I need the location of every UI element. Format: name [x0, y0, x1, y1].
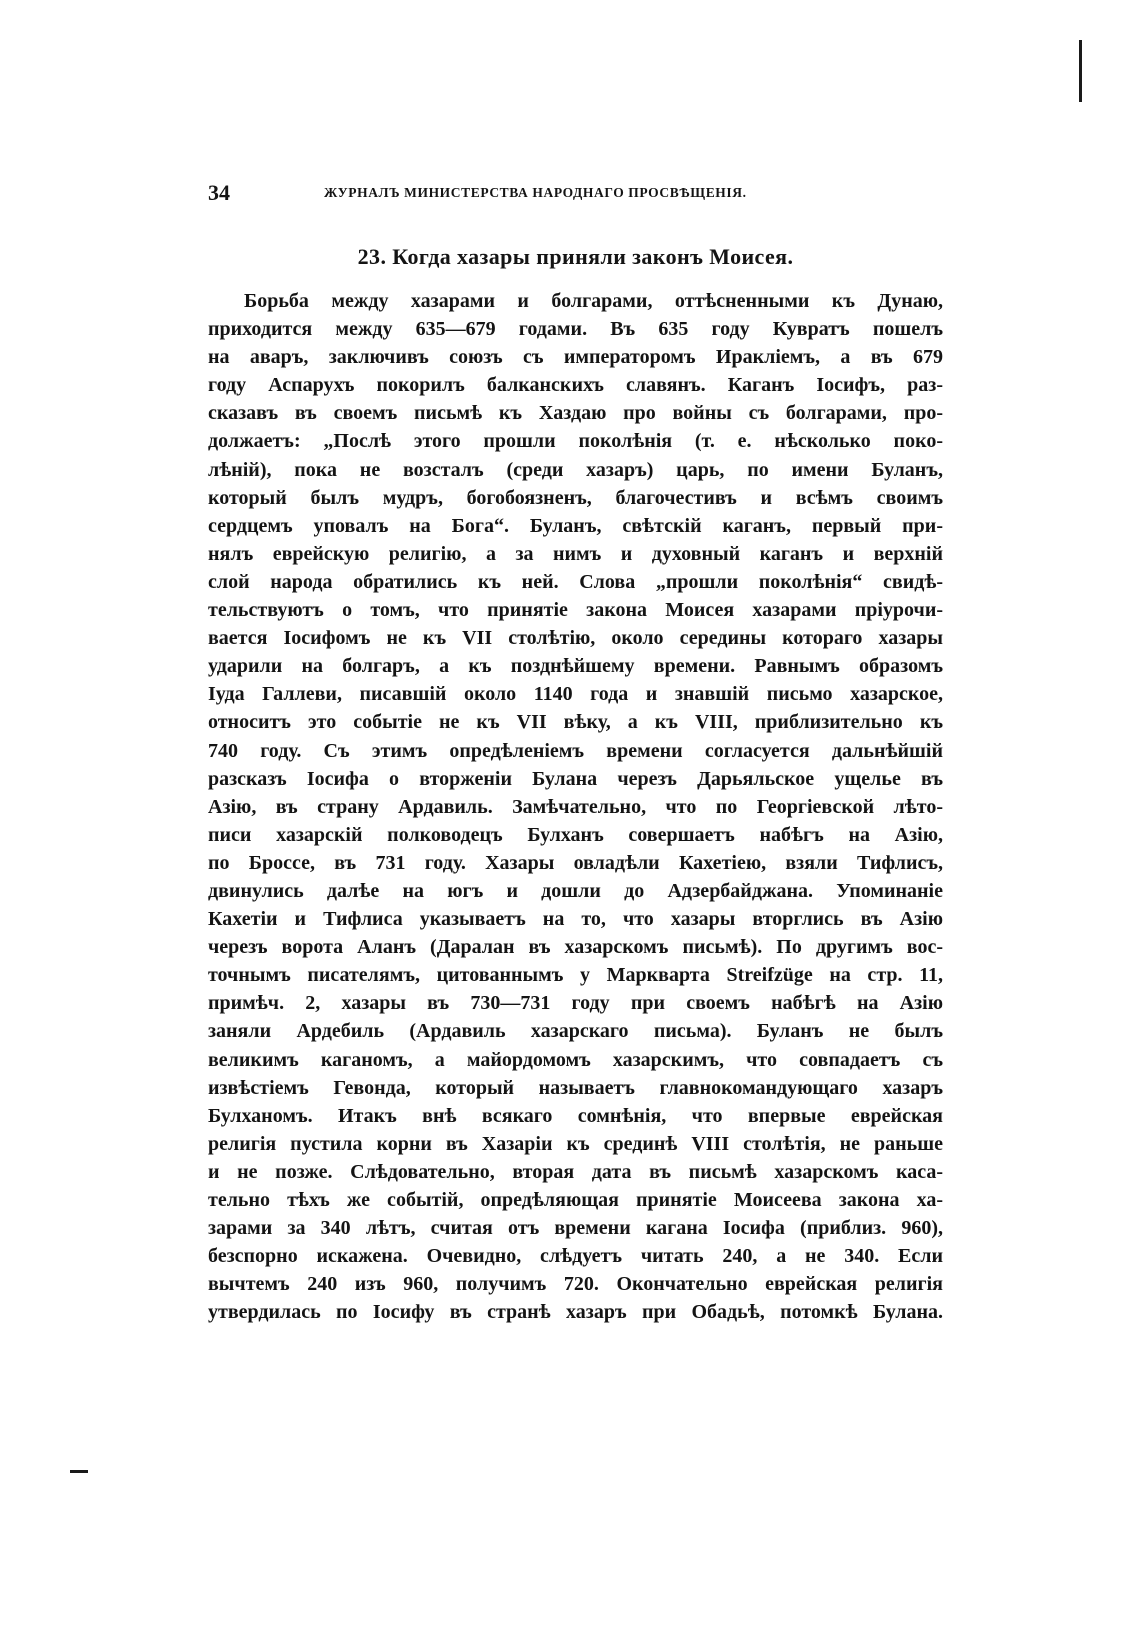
text-line: безспорно искажена. Очевидно, слѣдуетъ читать 240, а не 340. Если: [208, 1245, 943, 1268]
text-line: утвердилась по Іосифу въ странѣ хазаръ при Обадьѣ, потомкѣ Булана.: [208, 1301, 943, 1324]
text-line: извѣстіемъ Гевонда, который называетъ главнокомандующаго хазаръ: [208, 1076, 943, 1099]
text-line: Булханомъ. Итакъ внѣ всякаго сомнѣнія, что впервые еврейская: [208, 1104, 943, 1127]
text-line: черезъ ворота Аланъ (Даралан въ хазарскомъ письмѣ). По другимъ вос-: [208, 936, 943, 959]
scan-margin-mark: [70, 1470, 88, 1473]
text-line: лѣній), пока не возсталъ (среди хазаръ) царь, по имени Буланъ,: [208, 458, 943, 481]
page-number: 34: [208, 180, 230, 205]
text-line: Борьба между хазарами и болгарами, оттѣсненными къ Дунаю,: [244, 290, 943, 312]
text-line: слой народа обратились къ ней. Слова „прошли поколѣнія“ свидѣ-: [208, 570, 943, 593]
text-line: приходится между 635—679 годами. Въ 635 году Кувратъ пошелъ: [208, 318, 943, 341]
text-line: относитъ это событіе не къ VII вѣку, а къ VIII, приблизительно къ: [208, 711, 943, 734]
text-line: 740 году. Съ этимъ опредѣленіемъ времени согласуется дальнѣйшій: [208, 739, 943, 762]
text-line: вается Іосифомъ не къ VII столѣтію, около середины котораго хазары: [208, 627, 943, 650]
text-line: Іуда Галлеви, писавшій около 1140 года и знавшій письмо хазарское,: [208, 683, 943, 706]
text-line: и не позже. Слѣдовательно, вторая дата въ письмѣ хазарскомъ каса-: [208, 1160, 943, 1183]
journal-title: ЖУРНАЛЪ МИНИСТЕРСТВА НАРОДНАГО ПРОСВѢЩЕНІЯ.: [324, 185, 747, 200]
text-line: разсказъ Іосифа о вторженіи Булана черезъ Дарьяльское ущелье въ: [208, 767, 943, 790]
text-line: писи хазарскій полководецъ Булханъ совершаетъ набѣгъ на Азію,: [208, 823, 943, 846]
text-line: великимъ каганомъ, а майордомомъ хазарскимъ, что совпадаетъ съ: [208, 1048, 943, 1071]
text-line: сердцемъ уповалъ на Бога“. Буланъ, свѣтскій каганъ, первый при-: [208, 514, 943, 537]
text-line: который былъ мудръ, богобоязненъ, благочестивъ и всѣмъ своимъ: [208, 486, 943, 509]
text-line: нялъ еврейскую религію, а за нимъ и духовный каганъ и верхній: [208, 542, 943, 565]
text-line: тельно тѣхъ же событій, опредѣляющая принятіе Моисеева закона ха-: [208, 1189, 943, 1211]
text-line: вычтемъ 240 изъ 960, получимъ 720. Окончательно еврейская религія: [208, 1273, 943, 1296]
text-line: году Аспарухъ покорилъ балканскихъ славянъ. Каганъ Іосифъ, раз-: [208, 374, 943, 397]
text-line: зарами за 340 лѣтъ, считая отъ времени кагана Іосифа (приблиз. 960),: [208, 1217, 943, 1240]
text-line: двинулись далѣе на югъ и дошли до Адзербайджана. Упоминаніе: [208, 879, 943, 902]
section-title: 23. Когда хазары приняли законъ Моисея.: [357, 244, 794, 269]
text-line: заняли Ардебиль (Ардавиль хазарскаго письма). Буланъ не былъ: [208, 1020, 943, 1043]
scan-edge-mark: [1079, 40, 1082, 102]
text-line: Кахетіи и Тифлиса указываетъ на то, что хазары вторглись въ Азію: [208, 908, 943, 931]
text-line: Азію, въ страну Ардавиль. Замѣчательно, что по Георгіевской лѣто-: [208, 795, 943, 818]
text-line: точнымъ писателямъ, цитованнымъ у Маркварта Streifzüge на стр. 11,: [208, 964, 943, 987]
text-line: по Броссе, въ 731 году. Хазары овладѣли Кахетіею, взяли Тифлисъ,: [208, 851, 943, 874]
body-text: [208, 287, 943, 1326]
running-head: [208, 180, 943, 206]
text-line: тельствуютъ о томъ, что принятіе закона Моисея хазарами пріурочи-: [208, 599, 943, 622]
text-line: примѣч. 2, хазары въ 730—731 году при своемъ набѣгѣ на Азію: [208, 992, 943, 1015]
text-line: религія пустила корни въ Хазаріи къ срединѣ VIII столѣтія, не раньше: [208, 1132, 943, 1155]
text-line: должаетъ: „Послѣ этого прошли поколѣнія (т. е. нѣсколько поко-: [208, 430, 943, 453]
text-line: ударили на болгаръ, а къ позднѣйшему времени. Равнымъ образомъ: [208, 655, 943, 678]
text-line: на аваръ, заключивъ союзъ съ императоромъ Иракліемъ, а въ 679: [208, 346, 943, 369]
text-line: сказавъ въ своемъ письмѣ къ Хаздаю про войны съ болгарами, про-: [208, 402, 943, 425]
